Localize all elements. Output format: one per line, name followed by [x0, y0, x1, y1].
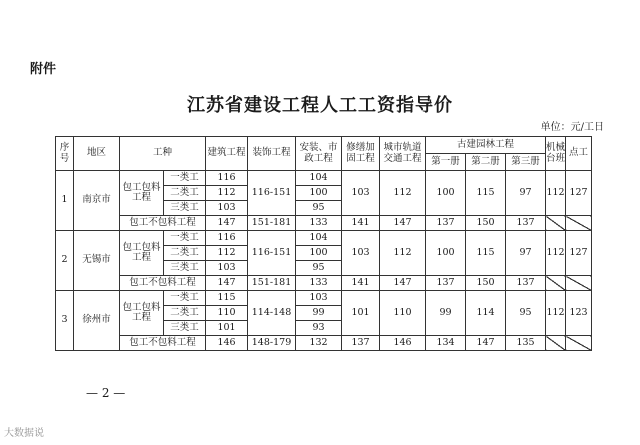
labor-only-label: 包工不包料工程 — [120, 276, 206, 291]
region-seq: 1 — [56, 171, 74, 231]
cell-building: 112 — [206, 186, 248, 201]
cell-install: 100 — [296, 246, 342, 261]
table-row — [56, 336, 592, 351]
cell-building: 110 — [206, 306, 248, 321]
cell-rail: 112 — [380, 231, 426, 276]
cell-building: 146 — [206, 336, 248, 351]
worker-class: 二类工 — [164, 186, 206, 201]
cell-install: 104 — [296, 171, 342, 186]
labor-only-label: 包工不包料工程 — [120, 336, 206, 351]
page-number: — 2 — — [86, 386, 126, 400]
cell-garden-v1: 99 — [426, 291, 466, 336]
cell-repair: 137 — [342, 336, 380, 351]
cell-building: 103 — [206, 261, 248, 276]
region-name: 无锡市 — [74, 231, 120, 291]
cell-install: 104 — [296, 231, 342, 246]
empty-cell-slash — [546, 216, 566, 231]
wage-guide-table — [55, 136, 592, 351]
header-region: 地区 — [74, 137, 120, 171]
header-work-type: 工种 — [120, 137, 206, 171]
cell-garden-v3: 135 — [506, 336, 546, 351]
cell-garden-v2: 114 — [466, 291, 506, 336]
worker-class: 一类工 — [164, 171, 206, 186]
cell-repair: 103 — [342, 171, 380, 216]
table-row — [56, 231, 592, 246]
cell-garden-v1: 100 — [426, 171, 466, 216]
attachment-label: 附件 — [30, 62, 57, 77]
header-garden-v1: 第一册 — [426, 154, 466, 171]
cell-rail: 112 — [380, 171, 426, 216]
cell-garden-v3: 137 — [506, 276, 546, 291]
cell-decoration: 116-151 — [248, 231, 296, 276]
cell-garden-v3: 97 — [506, 231, 546, 276]
header-garden-v3: 第三册 — [506, 154, 546, 171]
group-label: 包工包料工程 — [120, 231, 164, 276]
cell-garden-v3: 95 — [506, 291, 546, 336]
cell-garden-v1: 137 — [426, 216, 466, 231]
group-label: 包工包料工程 — [120, 171, 164, 216]
cell-decoration: 116-151 — [248, 171, 296, 216]
cell-repair: 101 — [342, 291, 380, 336]
cell-rail: 146 — [380, 336, 426, 351]
header-spot: 点工 — [566, 137, 592, 171]
cell-repair: 141 — [342, 276, 380, 291]
table-row — [56, 216, 592, 231]
cell-building: 115 — [206, 291, 248, 306]
cell-garden-v2: 150 — [466, 216, 506, 231]
worker-class: 二类工 — [164, 246, 206, 261]
header-machine: 机械台班 — [546, 137, 566, 171]
header-decoration: 装饰工程 — [248, 137, 296, 171]
cell-install: 93 — [296, 321, 342, 336]
cell-spot: 127 — [566, 231, 592, 276]
worker-class: 二类工 — [164, 306, 206, 321]
header-garden: 古建园林工程 — [426, 137, 546, 154]
cell-building: 147 — [206, 276, 248, 291]
watermark: 大数据说 — [4, 428, 44, 439]
cell-repair: 103 — [342, 231, 380, 276]
worker-class: 三类工 — [164, 321, 206, 336]
cell-machine: 112 — [546, 171, 566, 216]
region-seq: 3 — [56, 291, 74, 351]
cell-install: 103 — [296, 291, 342, 306]
cell-garden-v2: 150 — [466, 276, 506, 291]
header-seq: 序号 — [56, 137, 74, 171]
cell-machine: 112 — [546, 231, 566, 276]
table-row — [56, 291, 592, 306]
cell-decoration: 114-148 — [248, 291, 296, 336]
header-garden-v2: 第二册 — [466, 154, 506, 171]
cell-building: 103 — [206, 201, 248, 216]
worker-class: 一类工 — [164, 291, 206, 306]
cell-decoration: 151-181 — [248, 216, 296, 231]
unit-label: 单位：元/工日 — [540, 122, 604, 133]
cell-garden-v2: 147 — [466, 336, 506, 351]
header-installation: 安装、市政工程 — [296, 137, 342, 171]
cell-garden-v1: 134 — [426, 336, 466, 351]
cell-install: 132 — [296, 336, 342, 351]
empty-cell-slash — [566, 216, 592, 231]
cell-building: 116 — [206, 231, 248, 246]
cell-repair: 141 — [342, 216, 380, 231]
empty-cell-slash — [566, 336, 592, 351]
empty-cell-slash — [546, 336, 566, 351]
cell-install: 133 — [296, 216, 342, 231]
header-building: 建筑工程 — [206, 137, 248, 171]
worker-class: 三类工 — [164, 261, 206, 276]
region-seq: 2 — [56, 231, 74, 291]
cell-building: 101 — [206, 321, 248, 336]
region-name: 南京市 — [74, 171, 120, 231]
cell-spot: 123 — [566, 291, 592, 336]
cell-building: 116 — [206, 171, 248, 186]
cell-install: 133 — [296, 276, 342, 291]
cell-install: 95 — [296, 201, 342, 216]
table-row — [56, 276, 592, 291]
cell-machine: 112 — [546, 291, 566, 336]
cell-rail: 147 — [380, 276, 426, 291]
document-title: 江苏省建设工程人工工资指导价 — [187, 95, 453, 116]
cell-garden-v2: 115 — [466, 231, 506, 276]
cell-rail: 147 — [380, 216, 426, 231]
header-rail: 城市轨道交通工程 — [380, 137, 426, 171]
worker-class: 一类工 — [164, 231, 206, 246]
cell-building: 147 — [206, 216, 248, 231]
labor-only-label: 包工不包料工程 — [120, 216, 206, 231]
table-row — [56, 171, 592, 186]
header-repair: 修缮加固工程 — [342, 137, 380, 171]
cell-spot: 127 — [566, 171, 592, 216]
cell-install: 100 — [296, 186, 342, 201]
cell-garden-v2: 115 — [466, 171, 506, 216]
worker-class: 三类工 — [164, 201, 206, 216]
cell-install: 99 — [296, 306, 342, 321]
cell-garden-v1: 137 — [426, 276, 466, 291]
cell-building: 112 — [206, 246, 248, 261]
cell-install: 95 — [296, 261, 342, 276]
empty-cell-slash — [566, 276, 592, 291]
cell-decoration: 148-179 — [248, 336, 296, 351]
empty-cell-slash — [546, 276, 566, 291]
cell-decoration: 151-181 — [248, 276, 296, 291]
cell-rail: 110 — [380, 291, 426, 336]
group-label: 包工包料工程 — [120, 291, 164, 336]
region-name: 徐州市 — [74, 291, 120, 351]
cell-garden-v1: 100 — [426, 231, 466, 276]
cell-garden-v3: 137 — [506, 216, 546, 231]
cell-garden-v3: 97 — [506, 171, 546, 216]
